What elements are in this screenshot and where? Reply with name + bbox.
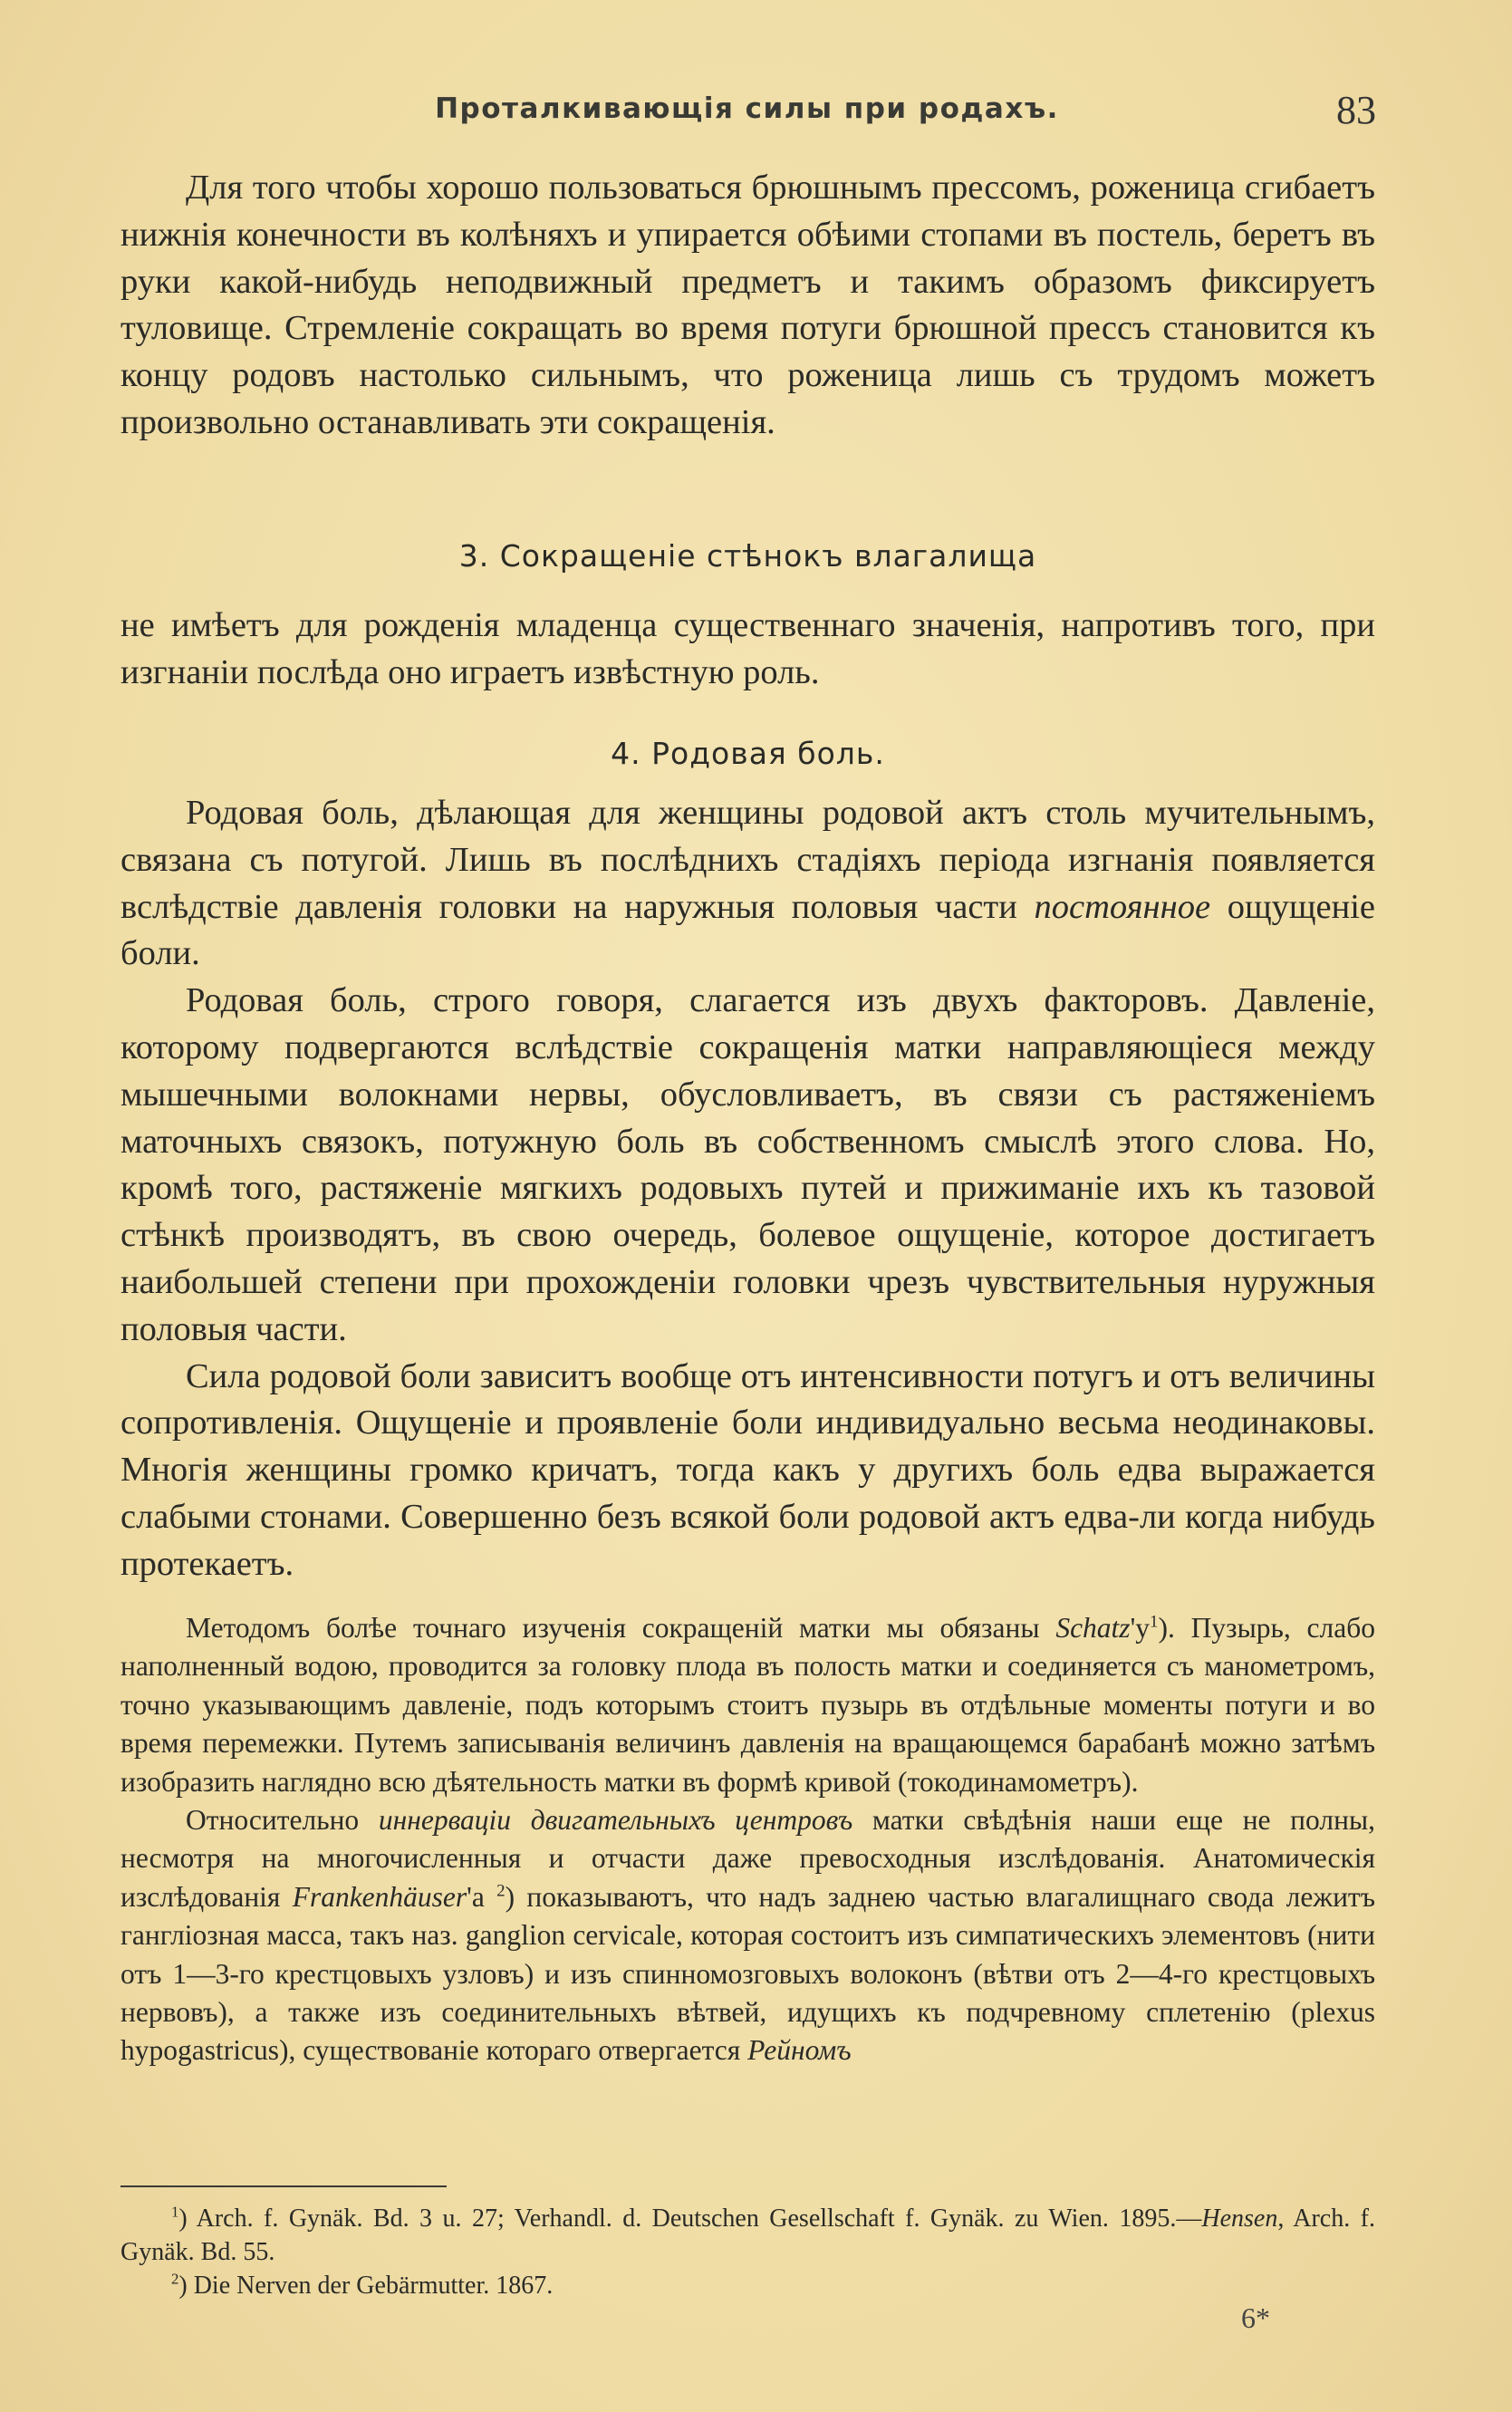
page-number: 83: [1336, 88, 1376, 132]
author-schatz: Schatz: [1055, 1612, 1131, 1644]
author-frankenhauser: Frankenhäuser: [292, 1880, 467, 1913]
section-heading-4: 4. Родовая боль.: [611, 736, 885, 771]
footnote-ref-1: 1: [1150, 1612, 1159, 1632]
main-text-top: [120, 165, 1375, 447]
footnote-1: $^1$) Arch. f. Gynäk. Bd. 3 u. 27; Verhandl. d. Deutschen Gesellschaft f. Gynäk. zu Wien. 1895.—Hensen, Arch. f. Gynäk. Bd. 55.: [120, 2203, 1375, 2266]
paragraph-pain-factors: Родовая боль, строго говоря, слагается изъ двухъ факторовъ. Давленіе, которому подвергаются вслѣдствіе сокращенія матки направляющіеся между мышечными волокнами нервы, обусловливаетъ, въ связи съ растяженіемъ маточныхъ связокъ, потужную боль въ собственномъ смыслѣ этого слова. Но, кромѣ того, растяженіе мягкихъ родовыхъ путей и прижиманіе ихъ къ тазовой стѣнкѣ производятъ, въ свою очередь, болевое ощущеніе, которое достигаетъ наибольшей степени при прохожденіи головки чрезъ чувствительныя нуружныя половыя части.: [120, 981, 1375, 1348]
running-title: Проталкивающія силы при родахъ.: [435, 92, 1059, 125]
paragraph-labor-pain: Родовая боль, дѣлающая для женщины родовой актъ столь мучительнымъ, связана съ потугой. Лишь въ послѣднихъ стадіяхъ періода изгнанія появляется вслѣдствіе давленія головки на наружныя половыя части постоянное ощущеніе боли.: [120, 794, 1375, 973]
section-heading-3: 3. Сокращеніе стѣнокъ влагалища: [458, 538, 1037, 574]
paragraph-vaginal-walls: не имѣетъ для рожденія младенца существеннаго значенія, напротивъ того, при изгнаніи послѣда оно играетъ извѣстную роль.: [120, 606, 1375, 691]
signature-mark: 6*: [1241, 2301, 1270, 2334]
section-3: [120, 533, 1375, 580]
footnote-ref-2: 2: [496, 1881, 506, 1901]
section-3-text: [120, 603, 1375, 697]
small-print: [120, 1609, 1375, 2070]
emphasis-motor-centers: иннерваціи двигательныхъ центровъ: [378, 1804, 853, 1837]
footnote-rule: [120, 2185, 447, 2187]
footnote-2: $^2$) Die Nerven der Gebärmutter. 1867.: [171, 2270, 554, 2300]
section-4-text: [120, 790, 1375, 1588]
paragraph-abdominal-press: Для того чтобы хорошо пользоваться брюшнымъ прессомъ, роженица сгибаетъ нижнія конечности въ колѣняхъ и упирается обѣими стопами въ постель, беретъ въ руки какой-нибудь неподвижный предметъ и такимъ образомъ фиксируетъ туловище. Стремленіе сокращать во время потуги брюшной прессъ становится къ концу родовъ настолько сильнымъ, что роженица лишь съ трудомъ можетъ произвольно останавливать эти сокращенія.: [120, 169, 1375, 441]
paragraph-innervation: Относительно иннерваціи двигательныхъ центровъ матки свѣдѣнія наши еще не полны, несмотря на многочисленныя и отчасти даже превосходныя изслѣдованія. Анатомическія изслѣдованія Frankenhäuser'а $^2$) показываютъ, что надъ заднею частью влагалищнаго свода лежитъ ганглiозная масса, такъ наз. ganglion cervicale, которая состоитъ изъ симпатическихъ элементовъ (нити отъ 1—3-го крестцовыхъ узловъ) и изъ спинномозговыхъ волоконъ (вѣтви отъ 2—4-го крестцовыхъ нервовъ), а также изъ соединительныхъ вѣтвей, идущихъ къ подчревному сплетенію (plexus hypogastricus), существованіе котораго отвергается Рейномъ: [120, 1804, 1375, 2067]
emphasis-constant: постоянное: [1034, 887, 1211, 926]
paragraph-schatz-method: Методомъ болѣе точнаго изученія сокращеній матки мы обязаны $Schatz'у^1$). Пузырь, слабо наполненный водою, проводится за головку плода въ полость матки и соединяется съ манометромъ, точно указывающимъ давленіе, подъ которымъ стоитъ пузырь въ отдѣльные моменты потуги и во время перемежки. Путемъ записыванія величинъ давленія на вращающемся барабанѣ можно затѣмъ изобразить наглядно всю дѣятельность матки въ формѣ кривой (токодинамометръ).: [120, 1612, 1375, 1798]
author-hensen: Hensen: [1201, 2205, 1278, 2233]
author-rein: Рейномъ: [747, 2034, 852, 2067]
paragraph-pain-strength: Сила родовой боли зависитъ вообще отъ интенсивности потугъ и отъ величины сопротивленія. Ощущеніе и проявленіе боли индивидуально весьма неодинаковы. Многія женщины громко кричатъ, тогда какъ у другихъ боль едва выражается слабыми стонами. Совершенно безъ всякой боли родовой актъ едва-ли когда нибудь протекаетъ.: [120, 1356, 1375, 1583]
running-head: [118, 83, 1376, 138]
section-4: [120, 730, 1375, 777]
footnotes: [120, 2202, 1375, 2302]
